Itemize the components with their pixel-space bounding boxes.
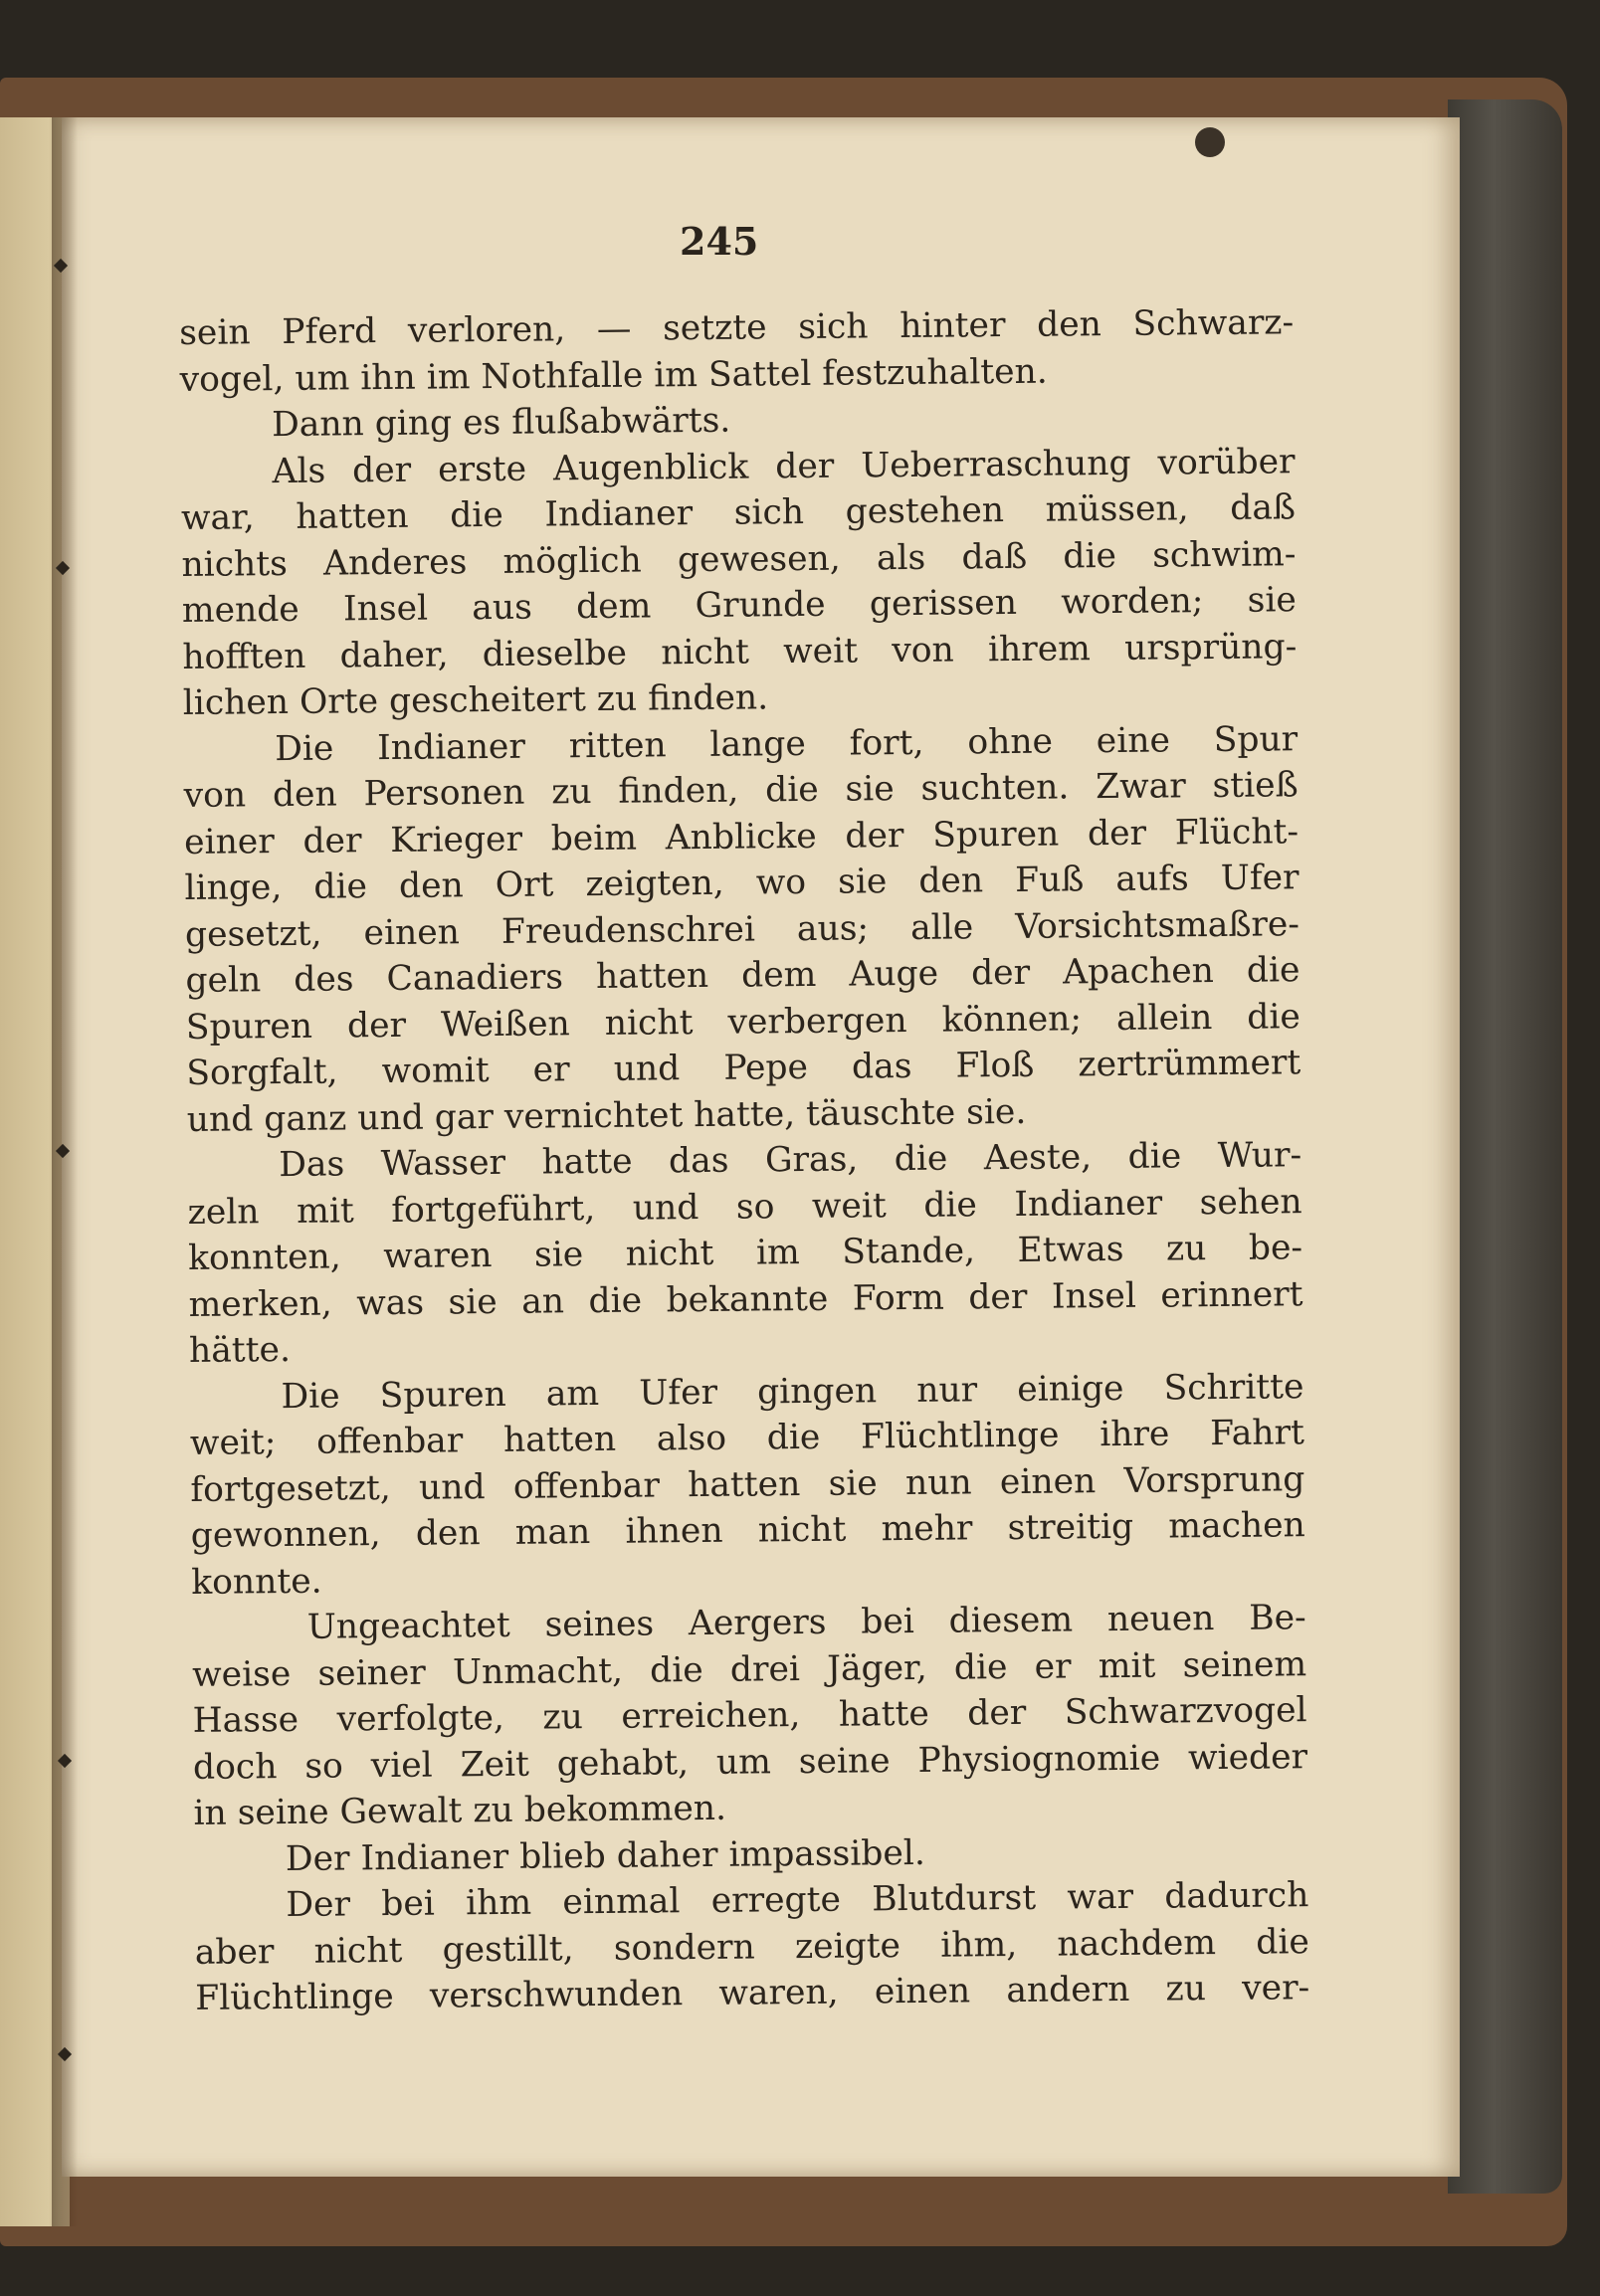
text-line: vogel, um ihn im Nothfalle im Sattel festzuhalten. (179, 351, 1048, 400)
text-line: nichts Anderes möglich gewesen, als daß die schwim- (181, 533, 1297, 585)
cover-edge (1448, 99, 1562, 2194)
text-line: Flüchtlinge verschwunden waren, einen andern zu ver- (195, 1968, 1310, 2018)
text-line: weit; offenbar hatten also die Flüchtlinge ihre Fahrt (189, 1413, 1305, 1463)
text-line: hofften daher, dieselbe nicht weit von ihrem ursprüng- (182, 626, 1298, 677)
text-line: gesetzt, einen Freudenschrei aus; alle Vorsichtsmaßre- (184, 903, 1300, 955)
text-line: fortgesetzt, und offenbar hatten sie nun einen Vorsprung (190, 1458, 1305, 1510)
text-line: Das Wasser hatte das Gras, die Aeste, die Wur- (279, 1135, 1302, 1186)
text-line: und ganz und gar vernichtet hatte, täuschte sie. (186, 1091, 1027, 1140)
text-line: konnte. (191, 1561, 322, 1603)
text-line: Als der erste Augenblick der Ueberraschung vorüber (272, 441, 1296, 491)
text-line: Dann ging es flußabwärts. (271, 400, 731, 446)
text-line: zeln mit fortgeführt, und so weit die Indianer sehen (187, 1181, 1302, 1233)
text-line: hätte. (188, 1329, 292, 1371)
text-line: weise seiner Unmacht, die drei Jäger, die er mit seinem (191, 1643, 1307, 1695)
text-line: Sorgfalt, womit er und Pepe das Floß zertrümmert (186, 1043, 1301, 1093)
text-line: konnten, waren sie nicht im Stande, Etwas zu be- (187, 1228, 1303, 1278)
text-line: Die Indianer ritten lange fort, ohne eine Spur (275, 718, 1299, 769)
text-line: einer der Krieger beim Anblicke der Spuren der Flücht- (183, 811, 1300, 862)
text-line: Hasse verfolgte, zu erreichen, hatte der Schwarzvogel (192, 1690, 1307, 1741)
text-line: geln des Canadiers hatten dem Auge der Apachen die (185, 950, 1300, 1001)
text-line: Ungeachtet seines Aergers bei diesem neuen Be- (306, 1598, 1306, 1647)
page-text (179, 299, 1309, 2021)
text-line: sein Pferd verloren, — setzte sich hinter den Schwarz- (179, 302, 1295, 353)
text-line: lichen Orte gescheitert zu finden. (182, 677, 769, 723)
text-line: gewonnen, den man ihnen nicht mehr streitig machen (190, 1505, 1305, 1556)
text-line: Spuren der Weißen nicht verbergen können; allein die (185, 996, 1301, 1048)
page-number: 245 (680, 219, 759, 264)
text-line: Die Spuren am Ufer gingen nur einige Schritte (281, 1366, 1304, 1417)
text-line: linge, die den Ort zeigten, wo sie den Fuß aufs Ufer (184, 858, 1300, 908)
text-line: war, hatten die Indianer sich gestehen müssen, daß (180, 487, 1297, 538)
text-line: mende Insel aus dem Grunde gerissen worden; sie (181, 580, 1298, 631)
text-line: Der Indianer blieb daher impassibel. (285, 1832, 925, 1879)
text-line: doch so viel Zeit gehabt, um seine Physiognomie wieder (192, 1736, 1308, 1788)
text-line: in seine Gewalt zu bekommen. (193, 1788, 727, 1833)
page-hole (1195, 127, 1225, 157)
text-line: Der bei ihm einmal erregte Blutdurst war dadurch (286, 1875, 1309, 1926)
text-line: aber nicht gestillt, sondern zeigte ihm, nachdem die (194, 1921, 1309, 1973)
spine-shadow (52, 117, 78, 2226)
text-line: von den Personen zu finden, die sie suchten. Zwar stieß (183, 765, 1299, 816)
text-line: merken, was sie an die bekannte Form der Insel erinnert (188, 1273, 1303, 1325)
